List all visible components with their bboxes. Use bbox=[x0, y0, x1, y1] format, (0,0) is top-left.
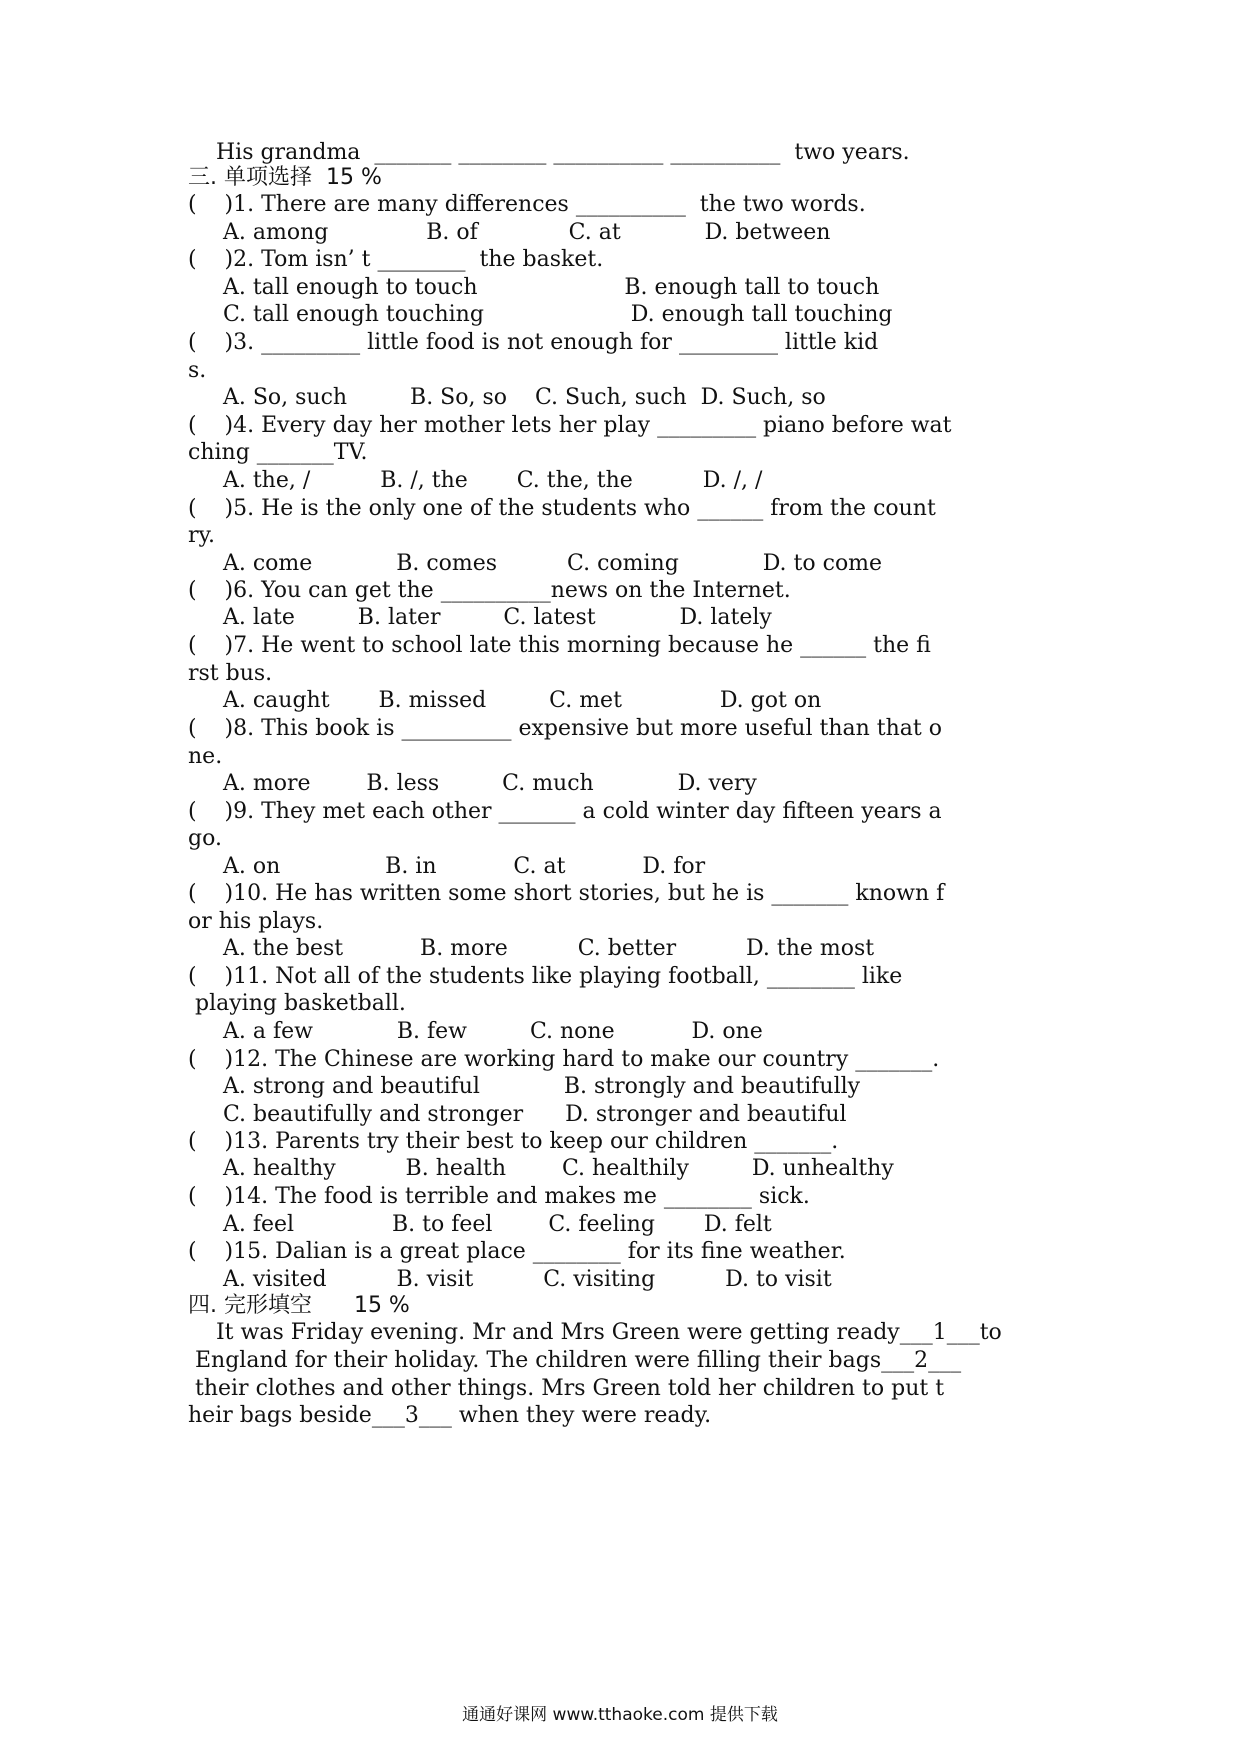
options-line: A. strong and beautiful B. strongly and beautifully bbox=[188, 1074, 861, 1099]
options-line: A. tall enough to touch B. enough tall to touch bbox=[188, 275, 880, 300]
options-line: A. among B. of C. at D. between bbox=[188, 220, 831, 245]
question-line: ( )11. Not all of the students like playing football, ________ like bbox=[188, 964, 903, 989]
options-line: A. the best B. more C. better D. the most bbox=[188, 936, 875, 961]
options-line: A. feel B. to feel C. feeling D. felt bbox=[188, 1212, 772, 1237]
options-line: A. caught B. missed C. met D. got on bbox=[188, 688, 822, 713]
page-footer: 通通好课网 www.tthaoke.com 提供下载 bbox=[462, 1705, 778, 1725]
question-line: ry. bbox=[188, 523, 216, 548]
question-line: ( )8. This book is __________ expensive but more useful than that o bbox=[188, 716, 942, 741]
passage-line: heir bags beside___3___ when they were ready. bbox=[188, 1403, 712, 1428]
options-line: C. beautifully and stronger D. stronger and beautiful bbox=[188, 1102, 847, 1127]
question-line: go. bbox=[188, 826, 222, 851]
question-line: ( )15. Dalian is a great place ________ for its fine weather. bbox=[188, 1239, 846, 1264]
options-line: A. late B. later C. latest D. lately bbox=[188, 605, 772, 630]
options-line: A. healthy B. health C. healthily D. unhealthy bbox=[188, 1156, 894, 1181]
question-line: playing basketball. bbox=[188, 991, 406, 1016]
passage-line: their clothes and other things. Mrs Green told her children to put t bbox=[188, 1376, 945, 1401]
question-line: ne. bbox=[188, 744, 223, 769]
text-line: His grandma _______ ________ __________ __________ two years. bbox=[188, 140, 910, 165]
question-line: ( )7. He went to school late this morning because he ______ the fi bbox=[188, 633, 931, 658]
question-line: ching _______TV. bbox=[188, 440, 368, 465]
section-heading: 四. 完形填空 15 % bbox=[188, 1293, 410, 1318]
question-line: ( )14. The food is terrible and makes me ________ sick. bbox=[188, 1184, 810, 1209]
passage-line: England for their holiday. The children were filling their bags___2___ bbox=[188, 1348, 962, 1373]
question-line: ( )12. The Chinese are working hard to make our country _______. bbox=[188, 1047, 940, 1072]
question-line: ( )10. He has written some short stories, but he is _______ known f bbox=[188, 881, 945, 906]
options-line: A. more B. less C. much D. very bbox=[188, 771, 757, 796]
question-line: ( )2. Tom isn’ t ________ the basket. bbox=[188, 247, 604, 272]
question-line: ( )4. Every day her mother lets her play _________ piano before wat bbox=[188, 413, 952, 438]
question-line: ( )3. _________ little food is not enough for _________ little kid bbox=[188, 330, 879, 355]
options-line: A. the, / B. /, the C. the, the D. /, / bbox=[188, 468, 763, 493]
options-line: A. a few B. few C. none D. one bbox=[188, 1019, 763, 1044]
question-line: ( )6. You can get the __________news on the Internet. bbox=[188, 578, 791, 603]
options-line: A. So, such B. So, so C. Such, such D. Such, so bbox=[188, 385, 826, 410]
section-heading: 三. 单项选择 15 % bbox=[188, 165, 382, 190]
question-line: ( )13. Parents try their best to keep our children _______. bbox=[188, 1129, 839, 1154]
options-line: C. tall enough touching D. enough tall touching bbox=[188, 302, 893, 327]
question-line: ( )1. There are many differences __________ the two words. bbox=[188, 192, 866, 217]
question-line: or his plays. bbox=[188, 909, 324, 934]
question-line: s. bbox=[188, 358, 207, 383]
passage-line: It was Friday evening. Mr and Mrs Green were getting ready___1___to bbox=[188, 1320, 1002, 1345]
options-line: A. come B. comes C. coming D. to come bbox=[188, 551, 883, 576]
question-line: ( )9. They met each other _______ a cold winter day fifteen years a bbox=[188, 799, 942, 824]
question-line: rst bus. bbox=[188, 661, 273, 686]
options-line: A. visited B. visit C. visiting D. to visit bbox=[188, 1267, 832, 1292]
options-line: A. on B. in C. at D. for bbox=[188, 854, 706, 879]
question-line: ( )5. He is the only one of the students who ______ from the count bbox=[188, 496, 936, 521]
